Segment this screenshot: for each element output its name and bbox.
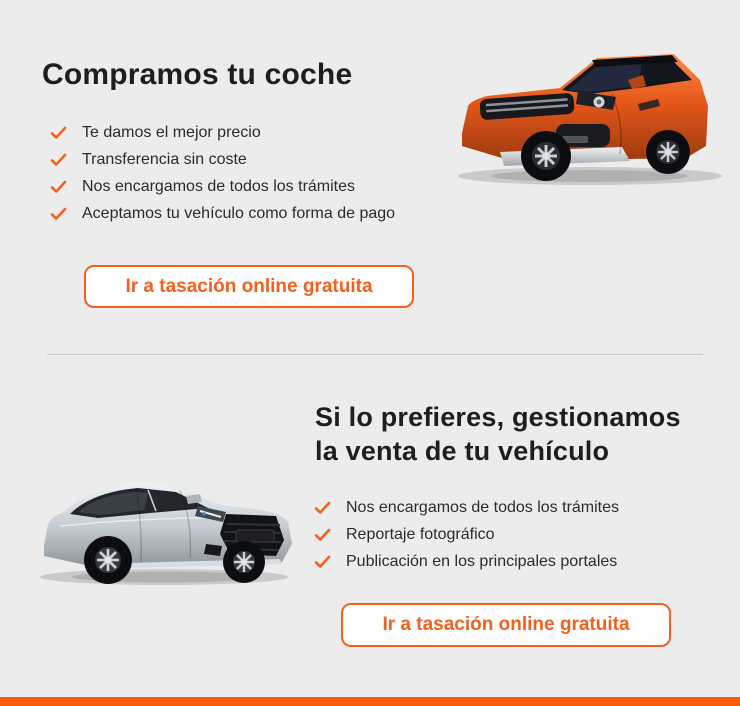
check-icon	[50, 153, 67, 167]
benefit-item	[50, 173, 395, 200]
benefit-text: Nos encargamos de todos los trámites	[82, 177, 356, 195]
sell-title-line-1: Si lo prefieres, gestionamos	[315, 402, 681, 432]
sell-valuation-cta-button[interactable]: Ir a tasación online gratuita	[341, 603, 671, 647]
buy-benefits-list	[50, 119, 395, 227]
benefit-item	[314, 521, 619, 548]
check-icon	[314, 528, 331, 542]
benefit-text: Te damos el mejor precio	[82, 123, 261, 141]
buy-section-title: Compramos tu coche	[42, 58, 353, 91]
benefit-text: Transferencia sin coste	[82, 150, 247, 168]
buy-valuation-cta-button[interactable]: Ir a tasación online gratuita	[84, 265, 414, 308]
benefit-text: Reportaje fotográfico	[346, 525, 495, 543]
benefit-item	[50, 200, 395, 227]
sell-section-title	[315, 400, 681, 468]
section-divider	[47, 354, 703, 355]
benefit-item	[50, 119, 395, 146]
benefit-item	[314, 494, 619, 521]
benefit-text: Publicación en los principales portales	[346, 552, 618, 570]
benefit-item	[314, 548, 619, 575]
check-icon	[50, 126, 67, 140]
check-icon	[50, 207, 67, 221]
orange-suv-image	[442, 28, 730, 188]
benefit-text: Nos encargamos de todos los trámites	[346, 498, 620, 516]
silver-sedan-image	[30, 438, 298, 588]
check-icon	[50, 180, 67, 194]
sell-title-line-2: la venta de tu vehículo	[315, 436, 610, 466]
sell-benefits-list	[314, 494, 619, 575]
check-icon	[314, 501, 331, 515]
bottom-accent-bar	[0, 697, 740, 706]
benefit-item	[50, 146, 395, 173]
check-icon	[314, 555, 331, 569]
benefit-text: Aceptamos tu vehículo como forma de pago	[82, 204, 396, 222]
